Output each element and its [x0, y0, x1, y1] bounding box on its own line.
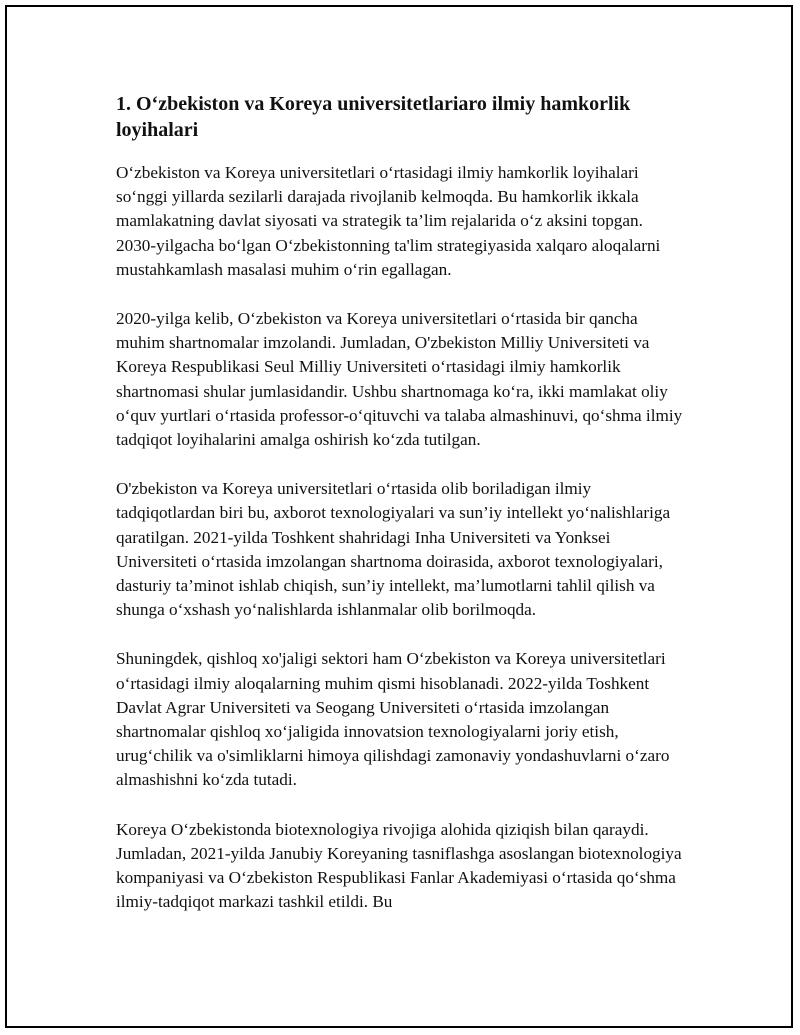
document-body — [116, 91, 686, 939]
paragraph-5: Koreya O‘zbekistonda biotexnologiya rivojiga alohida qiziqish bilan qaraydi. Jumladan, 2021-yilda Janubiy Koreyaning tasniflashga asoslangan biotexnologiya kompaniyasi va O‘zbekiston Respublikasi Fanlar Akademiyasi o‘rtasida qo‘shma ilmiy-tadqiqot markazi tashkil etildi. Bu — [116, 819, 682, 912]
paragraph-3: O'zbekiston va Koreya universitetlari o‘rtasida olib boriladigan ilmiy tadqiqotlardan biri bu, axborot texnologiyalari va sun’iy intellekt yo‘nalishlariga qaratilgan. 2021-yilda Toshkent shahridagi Inha Universiteti va Yonksei Universiteti o‘rtasida imzolangan shartnoma doirasida, axborot texnologiyalari, dasturiy ta’minot ishlab chiqish, sun’iy intellekt, ma’lumotlarni tahlil qilish va shunga o‘xshash yo‘nalishlarda ishlanmalar olib borilmoqda. — [116, 479, 671, 620]
paragraph-4: Shuningdek, qishloq xo'jaligi sektori ham O‘zbekiston va Koreya universitetlari o‘rtasidagi ilmiy aloqalarning muhim qismi hisoblanadi. 2022-yilda Toshkent Davlat Agrar Universiteti va Seogang Universiteti o‘rtasida imzolangan shartnomalar qishloq xo‘jaligida innovatsion texnologiyalarni joriy etish, urug‘chilik va o'simliklarni himoya qilishdagi zamonaviy yondashuvlarni o‘zaro almashishni ko‘zda tutadi. — [116, 649, 670, 790]
paragraph-1: O‘zbekiston va Koreya universitetlari o‘rtasidagi ilmiy hamkorlik loyihalari so‘nggi yillarda sezilarli darajada rivojlanib kelmoqda. Bu hamkorlik ikkala mamlakatning davlat siyosati va strategik ta’lim rejalarida o‘z aksini topgan. 2030-yilgacha bo‘lgan O‘zbekistonning ta'lim strategiyasida xalqaro aloqalarni mustahkamlash masalasi muhim o‘rin egallagan. — [116, 163, 661, 279]
paragraph-2: 2020-yilga kelib, O‘zbekiston va Koreya universitetlari o‘rtasida bir qancha muhim shartnomalar imzolandi. Jumladan, O'zbekiston Milliy Universiteti va Koreya Respublikasi Seul Milliy Universiteti o‘rtasidagi ilmiy hamkorlik shartnomasi shular jumlasidandir. Ushbu shartnomaga ko‘ra, ikki mamlakat oliy o‘quv yurtlari o‘rtasida professor-o‘qituvchi va talaba almashinuvi, qo‘shma ilmiy tadqiqot loyihalarini amalga oshirish ko‘zda tutilgan. — [116, 309, 683, 450]
section-title: 1. O‘zbekiston va Koreya universitetlariaro ilmiy hamkorlik loyihalari — [116, 93, 631, 141]
